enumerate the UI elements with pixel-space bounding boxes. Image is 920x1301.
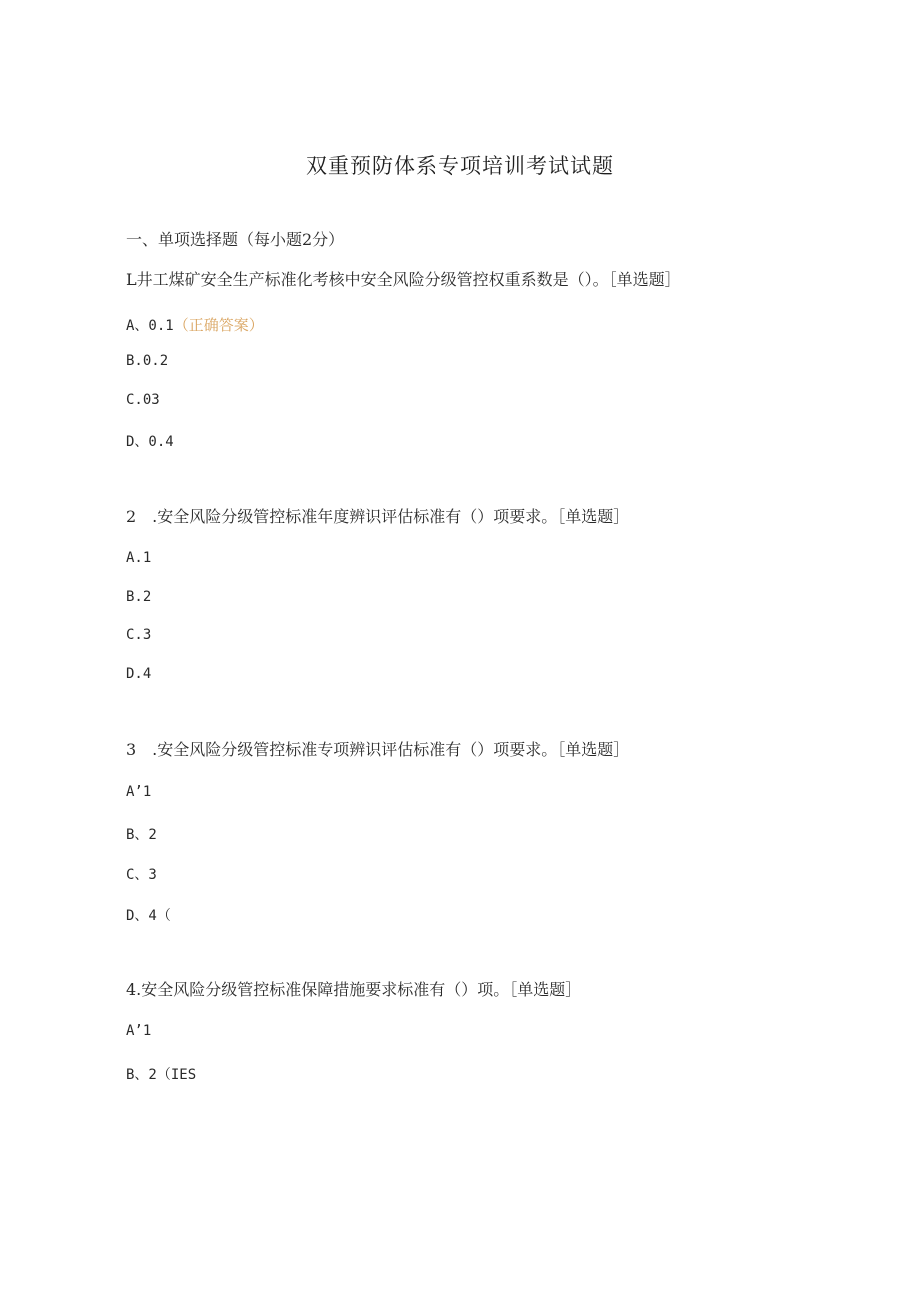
question-3-option-b: B、2 [126,827,157,843]
correct-answer-mark: （正确答案） [173,316,264,334]
question-2-option-b: B.2 [126,589,152,605]
question-1-stem: L井工煤矿安全生产标准化考核中安全风险分级管控权重系数是（）。［单选题］ [126,270,681,289]
question-1-option-a [126,314,264,335]
section-heading: 一、单项选择题（每小题2分） [126,230,345,249]
question-4-stem: 4.安全风险分级管控标准保障措施要求标准有（）项。［单选题］ [126,980,582,999]
question-4-option-a: A’1 [126,1023,152,1039]
question-2-option-c: C.3 [126,627,152,643]
question-2-option-d: D.4 [126,666,152,682]
question-3-option-c: C、3 [126,867,157,883]
question-1-option-b: B.0.2 [126,353,169,369]
question-3-option-a: A’1 [126,784,152,800]
question-2-stem: 2 .安全风险分级管控标准年度辨识评估标准有（）项要求。［单选题］ [126,507,630,526]
question-1-option-c: C.03 [126,392,160,408]
option-label: A、0.1 [126,318,174,334]
question-1-option-d: D、0.4 [126,434,174,450]
question-3-stem: 3 .安全风险分级管控标准专项辨识评估标准有（）项要求。［单选题］ [126,740,630,759]
question-4-option-b: B、2（IES [126,1067,197,1083]
document-title: 双重预防体系专项培训考试试题 [306,154,614,178]
question-3-option-d: D、4（ [126,908,171,924]
question-2-option-a: A.1 [126,550,152,566]
